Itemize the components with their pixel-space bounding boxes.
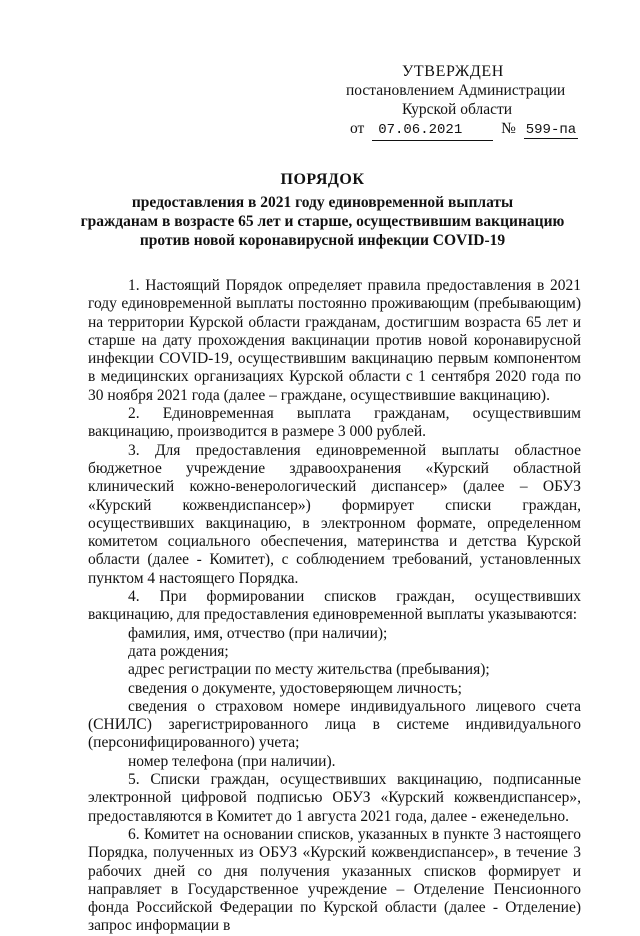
paragraph-3: 3. Для предоставления единовременной выплаты областное бюджетное учреждение здравоохранения «Курский областной клинический кожно-венерологический диспансер» (далее – ОБУЗ «Курский кожвендиспансер») формирует списки граждан, осуществивших вакцинацию, в электронном формате, определенном комитетом социального обеспечения, материнства и детства Курской области (далее - Комитет), с соблюдением требований, установленных пунктом 4 настоящего Порядка. bbox=[88, 441, 581, 587]
paragraph-5: 5. Списки граждан, осуществивших вакцинацию, подписанные электронной цифровой подписью ОБУЗ «Курский кожвендиспансер», предоставляются в Комитет до 1 августа 2021 года, далее - еженедельно. bbox=[88, 771, 581, 825]
approval-date: 07.06.2021 bbox=[372, 121, 493, 141]
list-item-name: фамилия, имя, отчество (при наличии); bbox=[128, 624, 388, 642]
approval-date-number bbox=[350, 119, 586, 141]
document-heading bbox=[60, 170, 585, 250]
list-item-snils: сведения о страховом номере индивидуального лицевого счета (СНИЛС) зарегистрированного лица в системе индивидуального (персонифицированного) учета; bbox=[88, 697, 581, 752]
paragraph-4: 4. При формировании списков граждан, осуществивших вакцинацию, для предоставления единовременной выплаты указываются: bbox=[88, 588, 581, 624]
paragraph-2: 2. Единовременная выплата гражданам, осуществившим вакцинацию, производится в размере 3 000 рублей. bbox=[88, 405, 581, 441]
heading-title: ПОРЯДОК bbox=[280, 171, 365, 188]
heading-sub-line: против новой коронавирусной инфекции COVID-19 bbox=[139, 232, 506, 249]
approval-title: УТВЕРЖДЕН bbox=[402, 63, 504, 80]
paragraph-1: 1. Настоящий Порядок определяет правила предоставления в 2021 году единовременной выплаты постоянно проживающим (пребывающим) на территории Курской области гражданам, достигшим возраста 65 лет и старше на дату прохождения вакцинации против новой коронавирусной инфекции COVID-19, осуществившим вакцинацию первым компонентом в медицинских организациях Курской области с 1 сентября 2020 года по 30 ноября 2021 года (далее – граждане, осуществившие вакцинацию). bbox=[88, 277, 581, 404]
document-body bbox=[88, 277, 581, 936]
heading-sub-line: гражданам в возрасте 65 лет и старше, осуществившим вакцинацию bbox=[80, 213, 565, 230]
list-item-address: адрес регистрации по месту жительства (пребывания); bbox=[128, 661, 490, 679]
list-item-birthdate: дата рождения; bbox=[128, 642, 229, 660]
list-item-phone: номер телефона (при наличии). bbox=[128, 752, 336, 770]
number-label: № bbox=[501, 120, 516, 137]
from-label: от bbox=[350, 120, 365, 137]
paragraph-6: 6. Комитет на основании списков, указанных в пункте 3 настоящего Порядка, полученных из ОБУЗ «Курский кожвендиспансер», в течение 3 рабочих дней со дня получения указанных списков формирует и направляет в Государственное учреждение – Отделение Пенсионного фонда Российской Федерации по Курской области (далее - Отделение) запрос информации в bbox=[88, 825, 581, 935]
approval-region: Курской области bbox=[402, 101, 513, 118]
approval-number: 599-па bbox=[525, 122, 577, 138]
list-item-id-document: сведения о документе, удостоверяющем личность; bbox=[128, 679, 462, 697]
heading-sub-line: предоставления в 2021 году единовременной выплаты bbox=[131, 194, 514, 211]
approval-issuer: постановлением Администрации bbox=[346, 82, 566, 99]
approval-block bbox=[346, 62, 586, 141]
